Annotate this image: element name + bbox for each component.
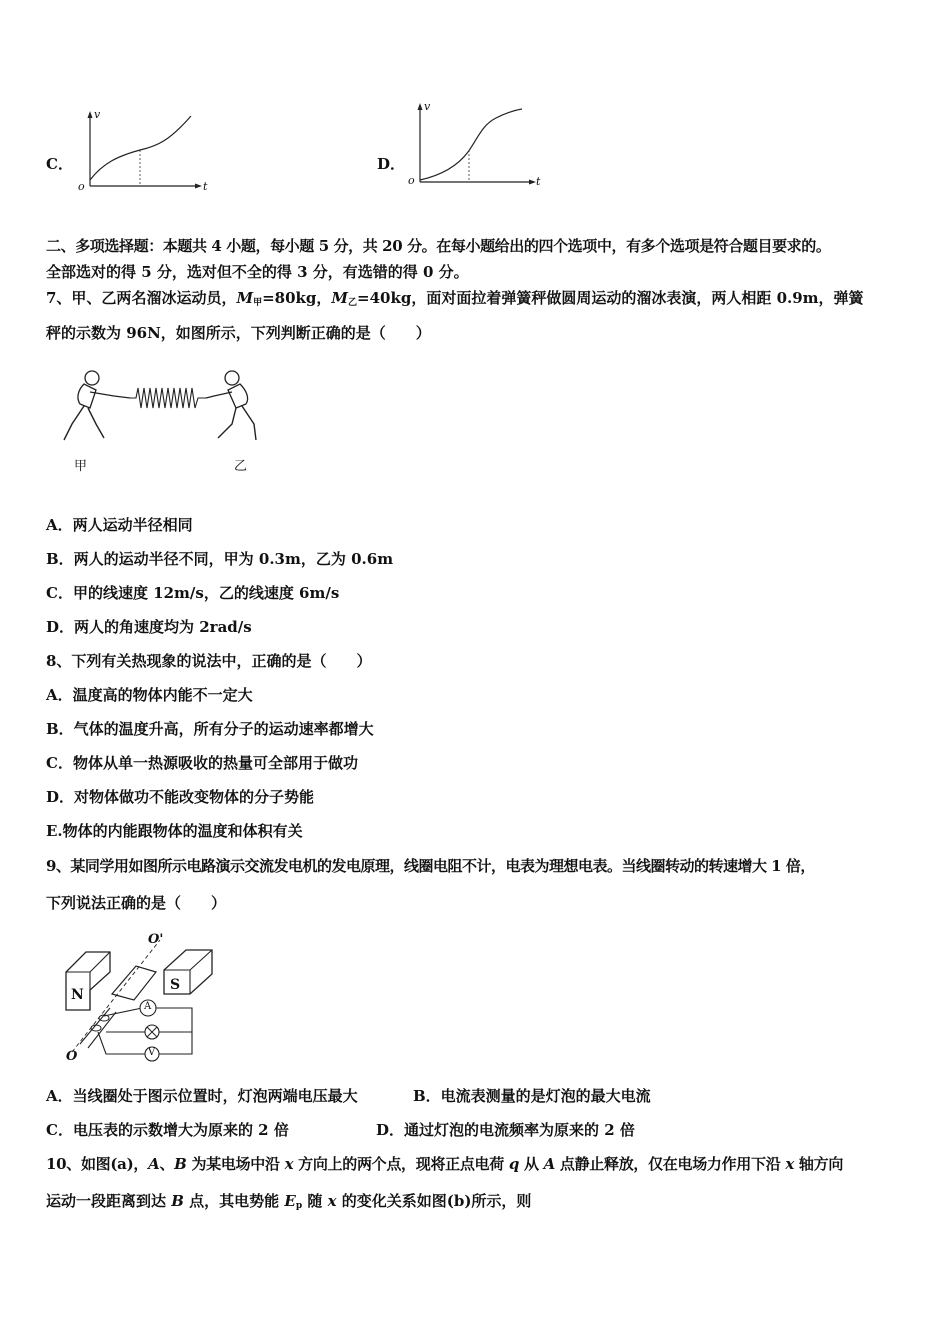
q8-option-e: E.物体的内能跟物体的温度和体积有关 xyxy=(46,822,303,840)
q9-axis-bottom-label: O xyxy=(66,1049,78,1064)
q9-stem-line2: 下列说法正确的是（ ） xyxy=(46,894,227,912)
q9-ammeter-label: A xyxy=(144,1001,152,1012)
option-c-label: C． xyxy=(46,155,73,173)
q10-x1: x xyxy=(284,1155,294,1173)
q10-l2a: 运动一段距离到达 xyxy=(46,1192,172,1210)
q7-m2-sub: 乙 xyxy=(348,298,358,308)
q8-option-d: D．对物体做功不能改变物体的分子势能 xyxy=(46,788,315,806)
q8-option-a: A．温度高的物体内能不一定大 xyxy=(46,686,253,704)
section2-line1: 二、多项选择题：本题共 4 小题，每小题 5 分，共 20 分。在每小题给出的四个选项中，有多个选项是符合题目要求的。 xyxy=(46,237,831,255)
q10-l1e: 点静止释放，仅在电场力作用下沿 xyxy=(554,1155,786,1173)
q7-option-d: D．两人的角速度均为 2rad/s xyxy=(46,618,252,636)
graph-c-y-label: v xyxy=(94,108,101,121)
q8-stem: 8、下列有关热现象的说法中，正确的是（ ） xyxy=(46,652,372,670)
q7-option-a: A．两人运动半径相同 xyxy=(46,516,193,534)
graph-c xyxy=(78,108,218,203)
q9-generator-figure xyxy=(60,932,220,1067)
q10-charge-q: q xyxy=(508,1155,520,1173)
q10-stem-line1 xyxy=(46,1154,843,1174)
q7-stem-line1 xyxy=(46,288,864,313)
q9-option-d: D．通过灯泡的电流频率为原来的 2 倍 xyxy=(376,1121,635,1139)
q8-option-c: C．物体从单一热源吸收的热量可全部用于做功 xyxy=(46,754,358,772)
q7-skaters-figure xyxy=(56,368,276,448)
q7-m1-value: =80kg， xyxy=(262,289,332,307)
q9-magnet-s: S xyxy=(170,977,181,993)
q10-point-a: A xyxy=(148,1155,160,1173)
q10-stem-line2 xyxy=(46,1191,531,1216)
q8-option-b: B．气体的温度升高，所有分子的运动速率都增大 xyxy=(46,720,374,738)
graph-c-origin: o xyxy=(78,180,85,193)
graph-c-x-label: t xyxy=(203,180,208,193)
graph-d-origin: o xyxy=(408,174,415,187)
q10-l1b: 为某电场中沿 xyxy=(186,1155,285,1173)
q7-option-b: B．两人的运动半径不同，甲为 0.3m，乙为 0.6m xyxy=(46,550,394,568)
q10-l1d: 从 xyxy=(519,1155,544,1173)
q10-x3: x xyxy=(327,1192,337,1210)
q10-point-a2: A xyxy=(543,1155,555,1173)
q9-voltmeter-label: V xyxy=(148,1047,156,1058)
q9-option-c: C．电压表的示数增大为原来的 2 倍 xyxy=(46,1121,289,1139)
section2-line2: 全部选对的得 5 分，选对但不全的得 3 分，有选错的得 0 分。 xyxy=(46,263,469,281)
q10-l2d: 的变化关系如图(b)所示，则 xyxy=(336,1192,532,1210)
graph-d-x-label: t xyxy=(536,175,541,188)
q7-stem-line2: 秤的示数为 96N，如图所示，下列判断正确的是（ ） xyxy=(46,324,431,342)
option-d-label: D． xyxy=(377,155,406,173)
q10-l1c: 方向上的两个点，现将正点电荷 xyxy=(293,1155,509,1173)
q9-option-b: B．电流表测量的是灯泡的最大电流 xyxy=(413,1087,651,1105)
q7-m2-symbol: M xyxy=(331,289,349,307)
q7-label-left: 甲 xyxy=(74,459,88,474)
q10-x2: x xyxy=(785,1155,794,1173)
q10-l2c: 随 xyxy=(302,1192,328,1210)
q10-point-b2: B xyxy=(171,1192,184,1210)
q9-magnet-n: N xyxy=(71,987,84,1003)
q9-axis-top-label: O' xyxy=(148,932,164,947)
q9-stem-line1: 9、某同学用如图所示电路演示交流发电机的发电原理，线圈电阻不计，电表为理想电表。当线圈转动的转速增大 1 倍， xyxy=(46,857,815,875)
q7-m2-value: =40kg，面对面拉着弹簧秤做圆周运动的溜冰表演，两人相距 0.9m，弹簧 xyxy=(357,289,864,307)
q10-point-b: B xyxy=(174,1155,187,1173)
graph-d xyxy=(408,100,548,200)
graph-d-y-label: v xyxy=(424,100,431,113)
q10-sep: 、 xyxy=(159,1155,175,1173)
q10-energy-sub: p xyxy=(295,1201,303,1211)
q10-energy-symbol: E xyxy=(284,1192,296,1210)
q7-m1-symbol: M xyxy=(236,289,254,307)
q7-option-c: C．甲的线速度 12m/s，乙的线速度 6m/s xyxy=(46,584,340,602)
q10-l2b: 点，其电势能 xyxy=(183,1192,285,1210)
q9-option-a: A．当线圈处于图示位置时，灯泡两端电压最大 xyxy=(46,1087,358,1105)
q10-l1f: 轴方向 xyxy=(794,1155,844,1173)
q7-m1-sub: 甲 xyxy=(253,298,263,308)
q10-l1a: 10、如图(a)， xyxy=(46,1155,149,1173)
q7-part1: 7、甲、乙两名溜冰运动员， xyxy=(46,289,237,307)
q7-label-right: 乙 xyxy=(234,459,248,474)
